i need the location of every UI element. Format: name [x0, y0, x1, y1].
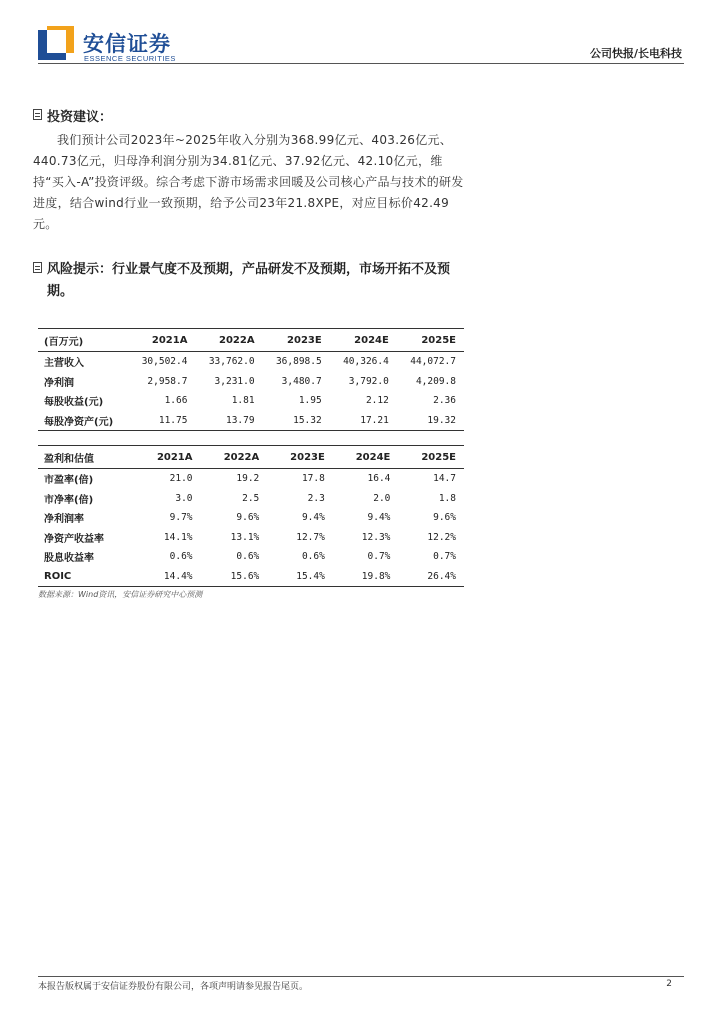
table-cell: 0.6% — [169, 551, 193, 563]
row-label: 每股收益(元) — [44, 397, 104, 409]
risk-text: 风险提示：行业景气度不及预期，产品研发不及预期，市场开拓不及预期。 — [47, 262, 451, 299]
company-logo — [38, 26, 188, 66]
table-header-row — [38, 446, 464, 469]
table-row — [38, 469, 464, 489]
table-cell: 3,231.0 — [214, 375, 255, 387]
table-cell: 9.6% — [433, 512, 456, 524]
row-label: 市净率(倍) — [44, 494, 94, 506]
header-cell: 2024E — [330, 329, 397, 352]
table-row — [38, 567, 464, 587]
row-label: 股息收益率 — [44, 553, 94, 565]
table-cell: 26.4% — [398, 567, 464, 587]
table-cell: 14.1% — [163, 531, 193, 543]
table-cell: 21.0 — [169, 473, 193, 485]
table-cell: 15.4% — [267, 567, 333, 587]
table-cell: 44,072.7 — [410, 356, 456, 368]
header-cell: 2022A — [195, 329, 262, 352]
table-cell: 2.36 — [433, 395, 456, 407]
header-cell: 2024E — [333, 446, 399, 469]
financials-table — [38, 328, 464, 431]
table-cell: 14.4% — [134, 567, 201, 587]
table-cell: 1.66 — [164, 395, 188, 407]
table-cell: 19.2 — [236, 473, 260, 485]
table-row — [38, 411, 464, 431]
row-label: 净利润率 — [44, 514, 84, 526]
table-cell: 0.6% — [301, 551, 325, 563]
investment-heading — [33, 106, 112, 125]
header-cell: 2023E — [263, 329, 330, 352]
footer-divider — [38, 976, 684, 977]
table-cell: 2,958.7 — [147, 375, 188, 387]
header-divider — [38, 63, 684, 64]
header-cell: 2025E — [398, 446, 464, 469]
table-cell: 33,762.0 — [208, 356, 255, 368]
table-cell: 30,502.4 — [141, 356, 188, 368]
table-cell: 15.6% — [201, 567, 268, 587]
table-row — [38, 528, 464, 548]
table-row — [38, 391, 464, 411]
copyright-disclaimer: 本报告版权属于安信证券股份有限公司，各项声明请参见报告尾页。 — [38, 982, 309, 992]
header-cell: 2025E — [397, 329, 464, 352]
table-cell: 0.7% — [433, 551, 456, 563]
table-row — [38, 508, 464, 528]
table-cell: 19.32 — [397, 411, 464, 431]
table-header-row — [38, 329, 464, 352]
report-category: 公司快报/长电科技 — [589, 47, 682, 60]
table-cell: 0.7% — [367, 551, 391, 563]
header-cell: (百万元) — [38, 329, 128, 352]
logo-text-en: ESSENCE SECURITIES — [84, 54, 176, 63]
logo-mark-icon — [38, 26, 74, 62]
row-label: 净资产收益率 — [44, 533, 104, 545]
logo-text-cn: 安信证券 — [83, 32, 171, 56]
data-source-note: 数据来源：Wind资讯，安信证券研究中心预测 — [38, 590, 203, 599]
table-cell: 1.8 — [438, 492, 456, 504]
table-cell: 2.12 — [365, 395, 389, 407]
table-cell: 9.4% — [301, 512, 325, 524]
table-cell: 17.21 — [330, 411, 397, 431]
table-cell: 9.4% — [367, 512, 391, 524]
table-cell: 40,326.4 — [343, 356, 389, 368]
list-icon — [33, 262, 42, 273]
row-label: 净利润 — [44, 377, 74, 389]
table-row — [38, 372, 464, 392]
table-row — [38, 547, 464, 567]
table-row — [38, 489, 464, 509]
table-cell: 13.79 — [195, 411, 262, 431]
table-cell: 4,209.8 — [415, 375, 456, 387]
table-cell: 2.3 — [307, 492, 325, 504]
table-cell: 2.0 — [373, 492, 391, 504]
investment-paragraph: 我们预计公司2023年~2025年收入分别为368.99亿元、403.26亿元、440.73亿元，归母净利润分别为34.81亿元、37.92亿元、42.10亿元，维持“买入-A”投资评级。综合考虑下游市场需求回暖及公司核心产品与技术的研发进度，结合wind行业一致预期，给予公司23年21.8XPE，对应目标价42.49元。 — [33, 133, 464, 231]
list-icon — [33, 109, 42, 120]
table-cell: 14.7 — [433, 473, 456, 485]
row-label: 市盈率(倍) — [44, 475, 94, 487]
table-cell: 9.7% — [169, 512, 193, 524]
table-cell: 2.5 — [242, 492, 260, 504]
table-cell: 12.7% — [296, 531, 325, 543]
table-cell: 36,898.5 — [275, 356, 322, 368]
table-cell: 3,792.0 — [348, 375, 389, 387]
header-cell: 2023E — [267, 446, 333, 469]
table-cell: 12.2% — [427, 531, 456, 543]
table-cell: 9.6% — [236, 512, 260, 524]
table-cell: 3.0 — [175, 492, 193, 504]
table-cell: 0.6% — [236, 551, 260, 563]
table-row — [38, 352, 464, 372]
header-cell: 2022A — [201, 446, 268, 469]
row-label: 主营收入 — [44, 358, 84, 370]
row-label: 每股净资产(元) — [38, 411, 128, 431]
header-cell: 2021A — [134, 446, 201, 469]
table-cell: 12.3% — [361, 531, 391, 543]
page-number: 2 — [666, 979, 672, 989]
table-cell: 17.8 — [301, 473, 325, 485]
risk-heading — [33, 259, 463, 303]
table-cell: 16.4 — [367, 473, 391, 485]
table-cell: 11.75 — [128, 411, 195, 431]
table-cell: 3,480.7 — [281, 375, 322, 387]
table-cell: 1.81 — [231, 395, 255, 407]
row-label: ROIC — [38, 567, 134, 587]
header-cell: 盈利和估值 — [38, 446, 134, 469]
investment-heading-text: 投资建议： — [47, 110, 113, 125]
valuation-table — [38, 445, 464, 587]
header-cell: 2021A — [128, 329, 195, 352]
table-cell: 15.32 — [263, 411, 330, 431]
table-cell: 1.95 — [298, 395, 322, 407]
table-cell: 19.8% — [333, 567, 399, 587]
table-cell: 13.1% — [230, 531, 260, 543]
